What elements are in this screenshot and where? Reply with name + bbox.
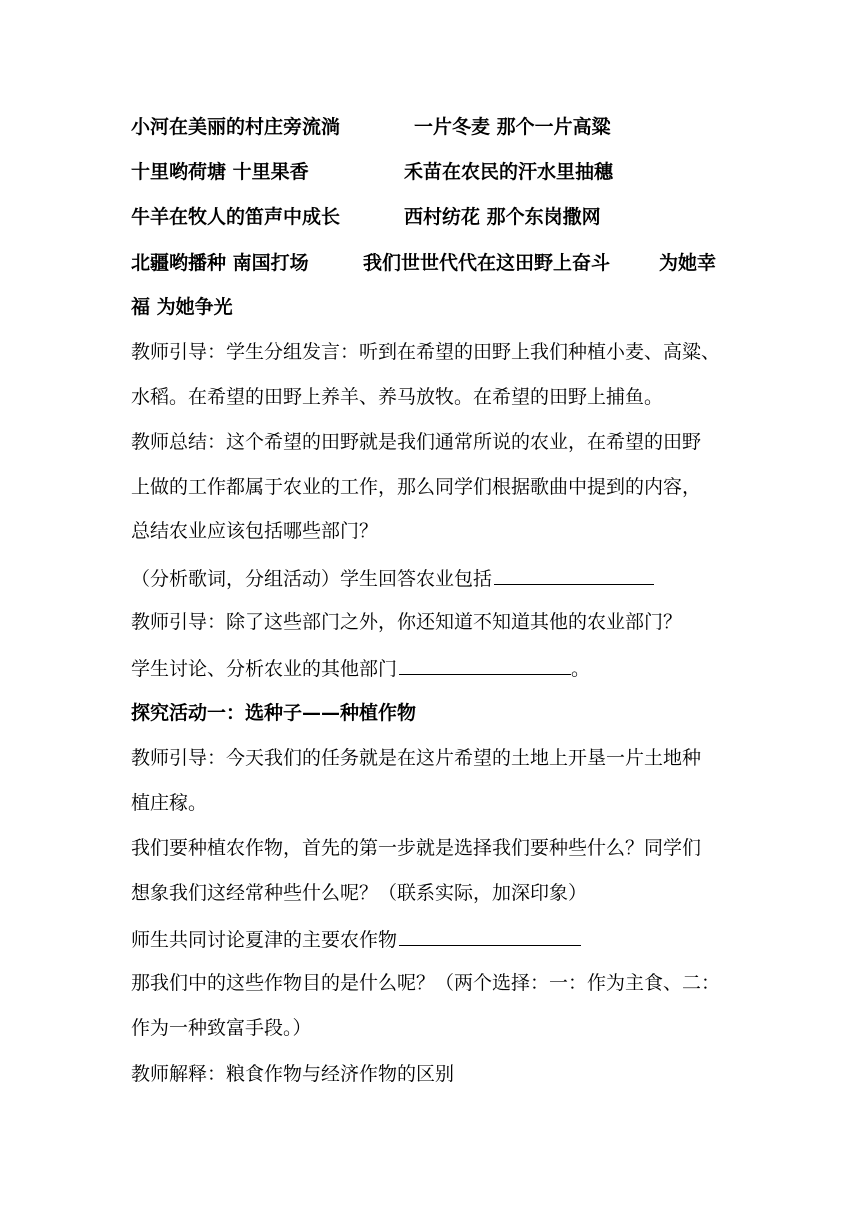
para-6-line-2: 植庄稼。 <box>131 792 208 814</box>
para-7-line-1: 我们要种植农作物，首先的第一步就是选择我们要种些什么？同学们 <box>131 837 702 859</box>
lyrics-row-2-left: 十里哟荷塘 十里果香 <box>131 161 309 183</box>
para-4: 教师引导：除了这些部门之外，你还知道不知道其他的农业部门？ <box>131 611 683 633</box>
para-2-line-3: 总结农业应该包括哪些部门？ <box>131 520 379 542</box>
lyrics-row-5: 福 为她争光 <box>131 296 233 318</box>
answer-blank-1[interactable] <box>494 564 654 585</box>
para-8-text: 师生共同讨论夏津的主要农作物 <box>131 929 398 951</box>
para-9-line-1: 那我们中的这些作物目的是什么呢？（两个选择：一：作为主食、二： <box>131 972 721 994</box>
para-5-text: 学生讨论、分析农业的其他部门 <box>131 658 398 680</box>
lyrics-row-4-a: 北疆哟播种 南国打场 <box>131 252 309 274</box>
para-9-line-2: 作为一种致富手段。） <box>131 1017 312 1039</box>
answer-blank-3[interactable] <box>399 925 581 946</box>
para-8 <box>131 925 581 953</box>
answer-blank-2[interactable] <box>399 654 571 675</box>
lyrics-row-1-right: 一片冬麦 那个一片高粱 <box>414 116 611 138</box>
lyrics-row-3-left: 牛羊在牧人的笛声中成长 <box>131 206 341 228</box>
para-10: 教师解释：粮食作物与经济作物的区别 <box>131 1063 455 1085</box>
para-2-line-1: 教师总结：这个希望的田野就是我们通常所说的农业，在希望的田野 <box>131 431 702 453</box>
para-3 <box>131 564 654 592</box>
para-6-line-1: 教师引导：今天我们的任务就是在这片希望的土地上开垦一片土地种 <box>131 747 702 769</box>
para-5 <box>131 654 590 682</box>
para-2-line-2: 上做的工作都属于农业的工作，那么同学们根据歌曲中提到的内容， <box>131 476 702 498</box>
para-7-line-2: 想象我们这经常种些什么呢？（联系实际，加深印象） <box>131 882 588 904</box>
section-heading: 探究活动一：选种子——种植作物 <box>131 702 417 724</box>
para-1-line-1: 教师引导：学生分组发言：听到在希望的田野上我们种植小麦、高粱、 <box>131 341 721 363</box>
para-1-line-2: 水稻。在希望的田野上养羊、养马放牧。在希望的田野上捕鱼。 <box>131 386 664 408</box>
lyrics-row-1-left: 小河在美丽的村庄旁流淌 <box>131 116 341 138</box>
lyrics-row-3-right: 西村纺花 那个东岗撒网 <box>404 206 601 228</box>
para-5-end: 。 <box>571 658 591 680</box>
lyrics-row-4-b: 我们世世代代在这田野上奋斗 <box>363 252 611 274</box>
lyrics-row-2-right: 禾苗在农民的汗水里抽穗 <box>404 161 614 183</box>
para-3-text: （分析歌词，分组活动）学生回答农业包括 <box>131 568 493 590</box>
lyrics-row-4-c: 为她幸 <box>659 252 717 274</box>
